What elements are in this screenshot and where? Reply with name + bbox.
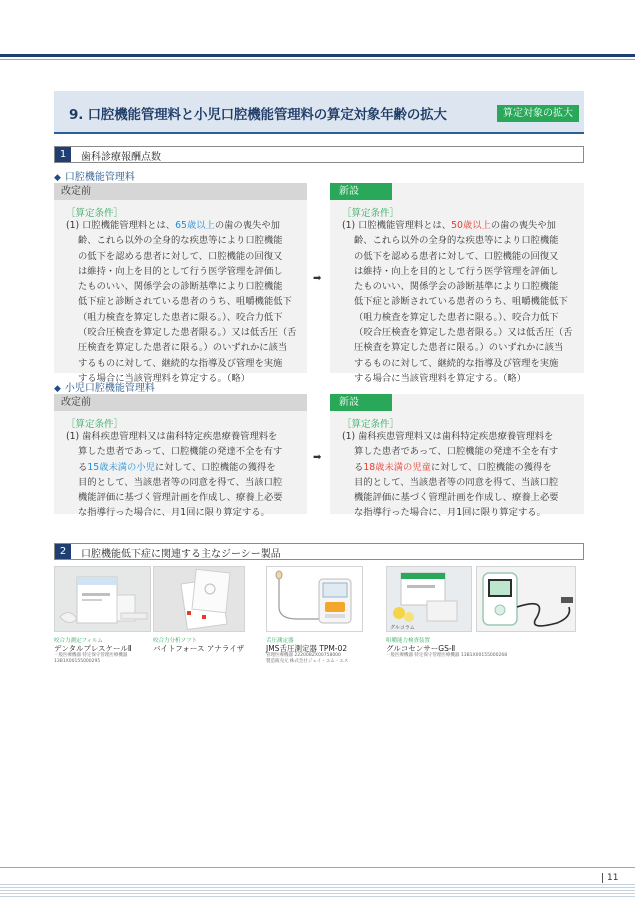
oral-new-age-highlight: 50歳以上 xyxy=(451,220,491,231)
oral-new-panel xyxy=(330,183,584,384)
child-old-line: 機能評価に基づく管理計画を作成し、療養上必要 xyxy=(78,492,283,504)
child-old-line-3-pre: る xyxy=(78,461,88,473)
product-category: 咀嚼能力検査装置 xyxy=(386,638,431,644)
section-2-label: 口腔機能低下症に関連する主なジーシー製品 xyxy=(81,549,281,560)
oral-old-line: は維持・向上を目的として行う医学管理を評価し xyxy=(78,265,283,277)
child-new-line-3-pre: る xyxy=(354,461,364,473)
product-tongue-pressure-meter xyxy=(266,566,363,686)
diamond-icon: ◆ xyxy=(54,384,61,394)
oral-new-line: 低下症と診断されている患者のうち、咀嚼機能低下 xyxy=(354,296,568,308)
child-old-body xyxy=(66,429,283,521)
product-image-tpm02 xyxy=(266,566,363,632)
footer-stripes xyxy=(0,884,635,898)
diamond-icon: ◆ xyxy=(54,173,61,183)
product-name: グルコセンサーGS-Ⅱ xyxy=(386,644,456,653)
child-old-age-highlight: 15歳未満の小児 xyxy=(87,461,155,473)
product-category: 咬合力測定フィルム xyxy=(54,638,103,644)
oral-new-line: 齢、これら以外の全身的な疾患等により口腔機能 xyxy=(354,235,559,247)
oral-old-line-1-pre: (1) 口腔機能管理料とは、 xyxy=(66,220,176,231)
header-band xyxy=(0,0,635,58)
product-bite-force-analyzer xyxy=(153,566,245,686)
oral-old-line: （咀力検査を算定した患者に限る。）、咬合力低下 xyxy=(78,311,283,323)
oral-old-line: 齢、これら以外の全身的な疾患等により口腔機能 xyxy=(78,235,283,247)
gluco-kit-icon xyxy=(387,567,472,632)
product-image-analyzer xyxy=(153,566,245,632)
oral-old-line: たものいい、関係学会の診断基準により口腔機能 xyxy=(78,281,283,293)
oral-old-line: の低下を認める患者に対して、口腔機能の回復又 xyxy=(78,250,283,262)
oral-new-body xyxy=(342,218,572,386)
gluco-device-icon xyxy=(477,567,576,632)
oral-old-age-highlight: 65歳以上 xyxy=(175,220,215,231)
child-oral-function-heading xyxy=(54,379,155,394)
header-thin-line xyxy=(0,59,635,60)
oral-function-heading-text: 口腔機能管理料 xyxy=(64,172,135,183)
section-1-header xyxy=(54,146,584,163)
child-new-tag: 新設 xyxy=(330,394,392,411)
oral-old-line: する場合に当該管理料を算定する。（略） xyxy=(78,372,250,384)
oral-old-line-1 xyxy=(66,218,296,233)
oral-new-line: するものに対して、継続的な指導及び管理を実施 xyxy=(354,357,559,369)
oral-new-line-1-pre: (1) 口腔機能管理料とは、 xyxy=(342,220,452,231)
child-old-line-3 xyxy=(66,460,283,475)
tongue-meter-icon xyxy=(267,567,363,632)
child-new-panel xyxy=(330,394,584,519)
analyzer-sheet-icon xyxy=(154,567,245,632)
oral-old-line: するものに対して、継続的な指導及び管理を実施 xyxy=(78,357,283,369)
page-number: 11 xyxy=(602,873,618,883)
child-old-line-2: 算した患者であって、口腔機能の発達不全を有す xyxy=(78,446,283,458)
oral-new-tag: 新設 xyxy=(330,183,392,200)
child-new-age-highlight: 18歳未満の児童 xyxy=(363,461,431,473)
product-image-gluco-kit xyxy=(386,566,472,632)
header-navy-line xyxy=(0,54,635,57)
child-new-body xyxy=(342,429,559,521)
child-old-condition-label: ［算定条件］ xyxy=(66,419,124,430)
product-name: デンタルプレスケールⅡ xyxy=(54,644,132,653)
footer-line xyxy=(0,867,635,868)
product-code-1: 管理医療機器 22200BZX00758000 xyxy=(266,653,341,658)
child-new-line: 目的として、当該患者等の同意を得て、当該口腔 xyxy=(354,476,559,488)
oral-old-body xyxy=(66,218,296,386)
child-new-line: な指導行った場合に、月1回に限り算定する。 xyxy=(354,507,546,519)
arrow-right-icon: ➡ xyxy=(313,273,322,284)
oral-new-line: の低下を認める患者に対して、口腔機能の回復又 xyxy=(354,250,559,262)
product-image-gluco-device xyxy=(476,566,576,632)
child-old-line-3-post: に対して、口腔機能の獲得を xyxy=(154,461,276,473)
section-2-number: 2 xyxy=(55,544,71,559)
child-new-line-1: (1) 歯科疾患管理料又は歯科特定疾患療養管理料を xyxy=(342,431,554,442)
product-gluco-sensor xyxy=(386,566,583,686)
child-old-line-1: (1) 歯科疾患管理料又は歯科特定疾患療養管理料を xyxy=(66,431,278,442)
product-category: 咬合力分析ソフト xyxy=(153,638,198,644)
oral-old-panel xyxy=(54,183,307,384)
oral-old-line: 低下症と診断されている患者のうち、咀嚼機能低下 xyxy=(78,296,292,308)
page-title: 9. 口腔機能管理料と小児口腔機能管理料の算定対象年齢の拡大 xyxy=(69,107,447,123)
child-new-line-2: 算した患者であって、口腔機能の発達不全を有す xyxy=(354,446,559,458)
product-code-1: 一般医療機器 特定保守管理医療機器 xyxy=(54,653,128,658)
prescale-package-icon xyxy=(55,567,151,632)
oral-new-line: たものいい、関係学会の診断基準により口腔機能 xyxy=(354,281,559,293)
oral-old-tag: 改定前 xyxy=(54,183,307,200)
child-old-tag: 改定前 xyxy=(54,394,307,411)
child-new-condition-label: ［算定条件］ xyxy=(342,419,400,430)
product-name: バイトフォース アナライザ xyxy=(153,644,245,653)
oral-new-line: 圧検査を算定した患者に限る。）のいずれかに該当 xyxy=(354,342,564,354)
product-code-1: 一般医療機器 特定保守管理医療機器 13B1X00155000268 xyxy=(386,653,508,658)
oral-old-line: 圧検査を算定した患者に限る。）のいずれかに該当 xyxy=(78,342,288,354)
expansion-badge: 算定対象の拡大 xyxy=(497,105,579,122)
section-1-label: 歯科診療報酬点数 xyxy=(81,152,161,163)
oral-new-line: （咬合圧検査を算定した患者限る。）又は低舌圧（舌 xyxy=(354,327,573,339)
child-new-line: 機能評価に基づく管理計画を作成し、療養上必要 xyxy=(354,492,559,504)
product-name: JMS舌圧測定器 TPM-02 xyxy=(266,644,348,653)
page-title-box xyxy=(54,91,584,134)
child-old-line: な指導行った場合に、月1回に限り算定する。 xyxy=(78,507,270,519)
oral-new-line-1 xyxy=(342,218,572,233)
oral-new-line: する場合に当該管理料を算定する。（略） xyxy=(354,372,526,384)
oral-new-line-1-post: の歯の喪失や加 xyxy=(490,220,556,231)
section-2-header xyxy=(54,543,584,560)
section-1-number: 1 xyxy=(55,147,71,162)
child-old-line: 目的として、当該患者等の同意を得て、当該口腔 xyxy=(78,476,283,488)
product-dental-prescale xyxy=(54,566,151,686)
product-category: 舌圧測定器 xyxy=(266,638,294,644)
oral-new-line: （咀力検査を算定した患者に限る。）、咬合力低下 xyxy=(354,311,559,323)
product-image-prescale xyxy=(54,566,151,632)
product-code-2: 13B1X00155000295 xyxy=(54,659,101,664)
child-oral-function-heading-text: 小児口腔機能管理料 xyxy=(64,383,155,394)
product-code-2: 製造販売元 株式会社ジェイ・エム・エス xyxy=(266,659,349,664)
arrow-right-icon: ➡ xyxy=(313,452,322,463)
oral-new-line: は維持・向上を目的として行う医学管理を評価し xyxy=(354,265,559,277)
oral-old-line-1-post: の歯の喪失や加 xyxy=(214,220,280,231)
oral-old-line: （咬合圧検査を算定した患者限る。）又は低舌圧（舌 xyxy=(78,327,297,339)
child-new-line-3 xyxy=(342,460,559,475)
oral-new-condition-label: ［算定条件］ xyxy=(342,208,400,219)
gluco-label-sticker: グルコラム xyxy=(390,625,415,631)
oral-old-condition-label: ［算定条件］ xyxy=(66,208,124,219)
child-new-line-3-post: に対して、口腔機能の獲得を xyxy=(430,461,552,473)
child-old-panel xyxy=(54,394,307,519)
oral-function-heading xyxy=(54,168,135,183)
